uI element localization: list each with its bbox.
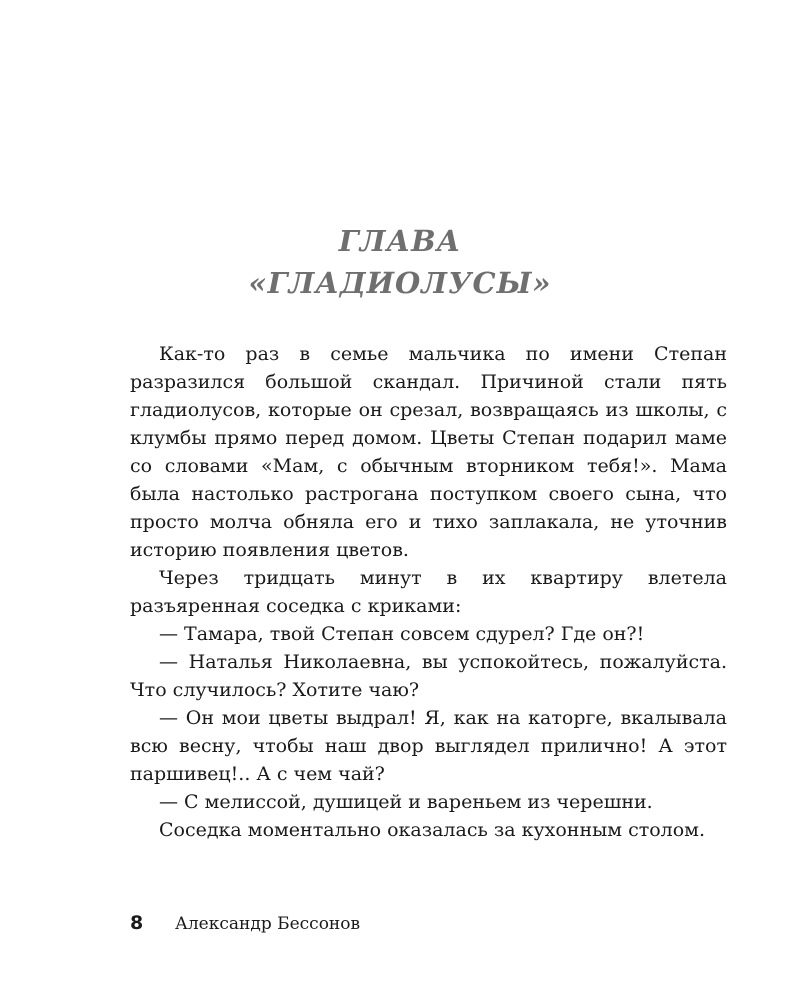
dialogue-line: — Тамара, твой Степан совсем сдурел? Где он?! [159,623,645,645]
page-footer [130,912,360,940]
paragraph: Через тридцать минут в их квартиру влетела разъяренная соседка с криками: [130,567,727,617]
author-name: Александр Бессонов [175,914,361,934]
page-number: 8 [130,912,144,934]
chapter-body [130,340,727,844]
paragraph: Как-то раз в семье мальчика по имени Степан разразился большой скандал. Причиной стали пять гладиолусов, которые он срезал, возвращаясь из школы, с клумбы прямо перед домом. Цветы Степан подарил маме со словами «Мам, с обычным вторником тебя!». Мама была настолько растрогана поступком своего сына, что просто молча обняла его и тихо заплакала, не уточнив историю появления цветов. [130,343,727,561]
dialogue-line: — Он мои цветы выдрал! Я, как на каторге, вкалывала всю весну, чтобы наш двор выглядел прилично! А этот паршивец!.. А с чем чай? [130,707,727,785]
chapter-heading [0,220,800,304]
paragraph: Соседка моментально оказалась за кухонным столом. [159,819,705,841]
chapter-heading-line-1: ГЛАВА [338,224,462,258]
dialogue-line: — Наталья Николаевна, вы успокойтесь, пожалуйста. Что случилось? Хотите чаю? [130,651,727,701]
chapter-title: «ГЛАДИОЛУСЫ» [248,266,552,300]
dialogue-line: — С мелиссой, душицей и вареньем из черешни. [159,791,653,813]
